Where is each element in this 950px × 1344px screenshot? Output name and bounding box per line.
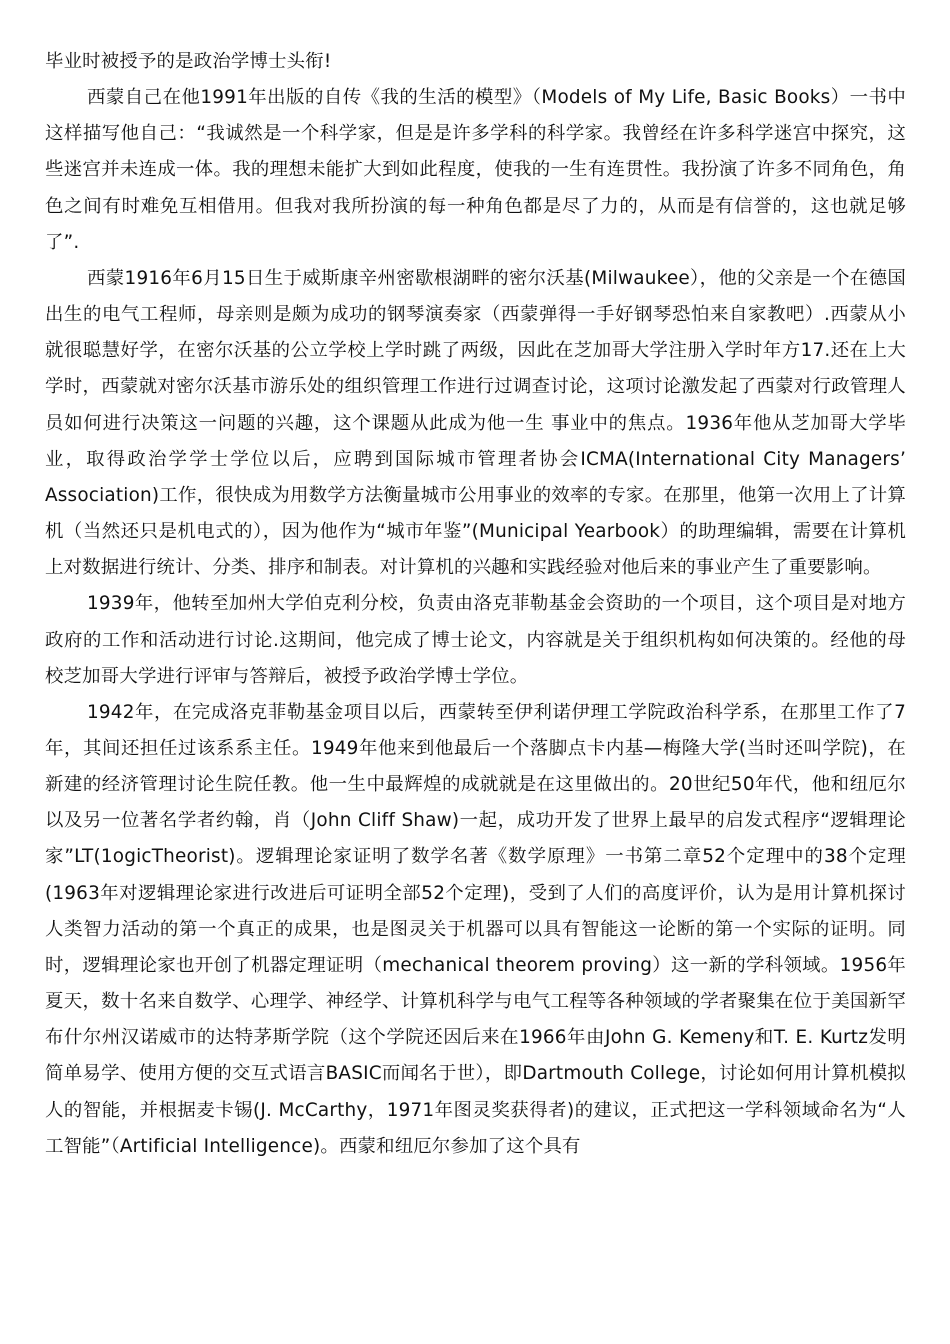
paragraph-4: 1939年，他转至加州大学伯克利分校，负责由洛克菲勒基金会资助的一个项目，这个项目是对地方政府的工作和活动进行讨论.这期间，他完成了博士论文，内容就是关于组织机构如何决策的。经他的母校芝加哥大学进行评审与答辩后，被授予政治学博士学位。: [45, 593, 906, 687]
paragraph-1: 毕业时被授予的是政治学博士头衔!: [45, 51, 332, 72]
paragraph-5: 1942年，在完成洛克菲勒基金项目以后，西蒙转至伊利诺伊理工学院政治科学系，在那里工作了7年，其间还担任过该系系主任。1949年他来到他最后一个落脚点卡内基—梅隆大学(当时还叫学院)，在新建的经济管理讨论生院任教。他一生中最辉煌的成就就是在这里做出的。20世纪50年代，他和纽厄尔以及另一位著名学者约翰，肖（John Cliff Shaw)一起，成功开发了世界上最早的启发式程序“逻辑理论家”LT(1ogicTheorist)。逻辑理论家证明了数学名著《数学原理》一书第二章52个定理中的38个定理(1963年对逻辑理论家进行改进后可证明全部52个定理)，受到了人们的高度评价，认为是用计算机探讨人类智力活动的第一个真正的成果，也是图灵关于机器可以具有智能这一论断的第一个实际的证明。同时，逻辑理论家也开创了机器定理证明（mechanical theorem proving）这一新的学科领域。1956年夏天，数十名来自数学、心理学、神经学、计算机科学与电气工程等各种领域的学者聚集在位于美国新罕布什尔州汉诺威市的达特茅斯学院（这个学院还因后来在1966年由John G. Kemeny和T. E. Kurtz发明简单易学、使用方便的交互式语言BASIC而闻名于世），即Dartmouth College，讨论如何用计算机模拟人的智能，并根据麦卡锡(J. McCarthy，1971年图灵奖获得者)的建议，正式把这一学科领域命名为“人工智能”（Artificial Intelligence)。西蒙和纽厄尔参加了这个具有: [45, 701, 906, 1157]
paragraph-3: 西蒙1916年6月15日生于威斯康辛州密歇根湖畔的密尔沃基(Milwaukee），他的父亲是一个在德国出生的电气工程师，母亲则是颇为成功的钢琴演奏家（西蒙弹得一手好钢琴恐怕来自家教吧）.西蒙从小就很聪慧好学，在密尔沃基的公立学校上学时跳了两级，因此在芝加哥大学注册入学时年方17.还在上大学时，西蒙就对密尔沃基市游乐处的组织管理工作进行过调查讨论，这项讨论激发起了西蒙对行政管理人员如何进行决策这一问题的兴趣，这个课题从此成为他一生 事业中的焦点。1936年他从芝加哥大学毕业，取得政治学学士学位以后，应聘到国际城市管理者协会ICMA(International City Managers’ Association)工作，很快成为用数学方法衡量城市公用事业的效率的专家。在那里，他第一次用上了计算机（当然还只是机电式的），因为他作为“城市年鉴”(Municipal Yearbook）的助理编辑，需要在计算机上对数据进行统计、分类、排序和制表。对计算机的兴趣和实践经验对他后来的事业产生了重要影响。: [45, 267, 906, 579]
paragraph-2: 西蒙自己在他1991年出版的自传《我的生活的模型》（Models of My Life, Basic Books）一书中这样描写他自己：“我诚然是一个科学家，但是是许多学科的科学家。我曾经在许多科学迷宫中探究，这些迷宫并未连成一体。我的理想未能扩大到如此程度，使我的一生有连贯性。我扮演了许多不同角色，角色之间有时难免互相借用。但我对我所扮演的每一种角色都是尽了力的，从而是有信誉的，这也就足够了”.: [45, 87, 906, 253]
